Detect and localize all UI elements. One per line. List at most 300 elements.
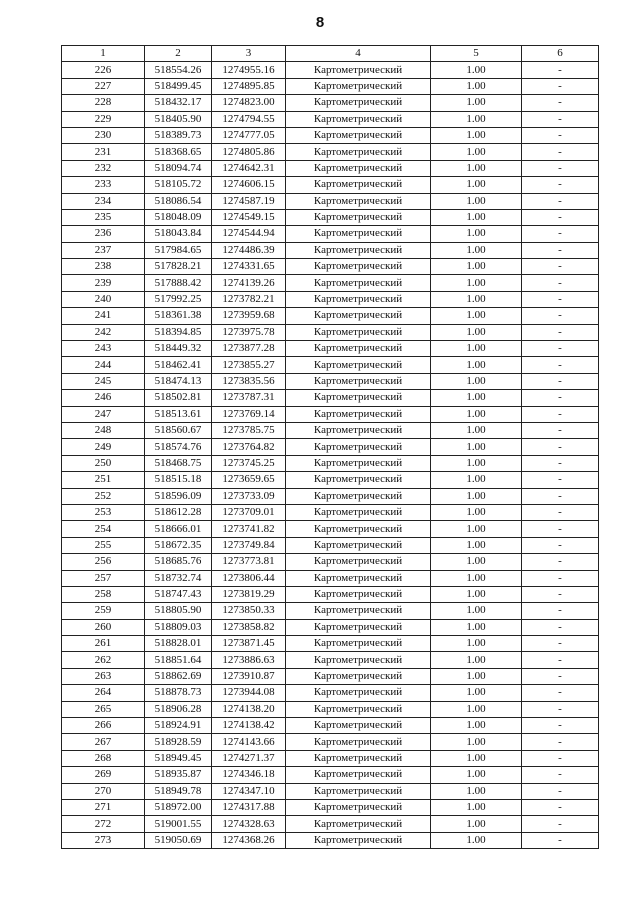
- method-cell: Картометрический: [286, 701, 431, 717]
- y-coordinate-cell: 1273806.44: [212, 570, 286, 586]
- table-row: [62, 750, 599, 766]
- x-coordinate-cell: 518972.00: [145, 799, 212, 815]
- table-row: [62, 767, 599, 783]
- note-cell: -: [522, 586, 599, 602]
- note-cell: -: [522, 603, 599, 619]
- point-number-cell: 242: [62, 324, 145, 340]
- point-number-cell: 238: [62, 259, 145, 275]
- method-cell: Картометрический: [286, 193, 431, 209]
- point-number-cell: 264: [62, 685, 145, 701]
- accuracy-cell: 1.00: [431, 767, 522, 783]
- table-row: [62, 586, 599, 602]
- method-cell: Картометрический: [286, 734, 431, 750]
- note-cell: -: [522, 504, 599, 520]
- note-cell: -: [522, 357, 599, 373]
- table-row: [62, 816, 599, 832]
- accuracy-cell: 1.00: [431, 373, 522, 389]
- accuracy-cell: 1.00: [431, 209, 522, 225]
- accuracy-cell: 1.00: [431, 259, 522, 275]
- y-coordinate-cell: 1273782.21: [212, 291, 286, 307]
- method-cell: Картометрический: [286, 209, 431, 225]
- point-number-cell: 228: [62, 95, 145, 111]
- accuracy-cell: 1.00: [431, 193, 522, 209]
- column-header: 2: [145, 46, 212, 62]
- accuracy-cell: 1.00: [431, 701, 522, 717]
- table-row: [62, 685, 599, 701]
- page-number: 8: [315, 14, 325, 31]
- point-number-cell: 260: [62, 619, 145, 635]
- method-cell: Картометрический: [286, 78, 431, 94]
- table-row: [62, 783, 599, 799]
- accuracy-cell: 1.00: [431, 226, 522, 242]
- accuracy-cell: 1.00: [431, 636, 522, 652]
- x-coordinate-cell: 518502.81: [145, 390, 212, 406]
- accuracy-cell: 1.00: [431, 652, 522, 668]
- accuracy-cell: 1.00: [431, 537, 522, 553]
- point-number-cell: 272: [62, 816, 145, 832]
- method-cell: Картометрический: [286, 422, 431, 438]
- x-coordinate-cell: 518672.35: [145, 537, 212, 553]
- point-number-cell: 244: [62, 357, 145, 373]
- method-cell: Картометрический: [286, 275, 431, 291]
- y-coordinate-cell: 1274139.26: [212, 275, 286, 291]
- note-cell: -: [522, 652, 599, 668]
- point-number-cell: 231: [62, 144, 145, 160]
- table-row: [62, 226, 599, 242]
- point-number-cell: 234: [62, 193, 145, 209]
- table-row: [62, 275, 599, 291]
- point-number-cell: 255: [62, 537, 145, 553]
- point-number-cell: 270: [62, 783, 145, 799]
- point-number-cell: 269: [62, 767, 145, 783]
- x-coordinate-cell: 518462.41: [145, 357, 212, 373]
- note-cell: -: [522, 62, 599, 78]
- note-cell: -: [522, 783, 599, 799]
- x-coordinate-cell: 518515.18: [145, 472, 212, 488]
- x-coordinate-cell: 518596.09: [145, 488, 212, 504]
- method-cell: Картометрический: [286, 570, 431, 586]
- method-cell: Картометрический: [286, 95, 431, 111]
- table-row: [62, 193, 599, 209]
- y-coordinate-cell: 1273886.63: [212, 652, 286, 668]
- table-row: [62, 390, 599, 406]
- point-number-cell: 229: [62, 111, 145, 127]
- method-cell: Картометрический: [286, 685, 431, 701]
- note-cell: -: [522, 406, 599, 422]
- y-coordinate-cell: 1273741.82: [212, 521, 286, 537]
- x-coordinate-cell: 518560.67: [145, 422, 212, 438]
- table-row: [62, 734, 599, 750]
- accuracy-cell: 1.00: [431, 685, 522, 701]
- accuracy-cell: 1.00: [431, 783, 522, 799]
- x-coordinate-cell: 519050.69: [145, 832, 212, 848]
- point-number-cell: 258: [62, 586, 145, 602]
- table-row: [62, 160, 599, 176]
- x-coordinate-cell: 518394.85: [145, 324, 212, 340]
- y-coordinate-cell: 1274823.00: [212, 95, 286, 111]
- point-number-cell: 256: [62, 554, 145, 570]
- table-row: [62, 472, 599, 488]
- method-cell: Картометрический: [286, 832, 431, 848]
- point-number-cell: 226: [62, 62, 145, 78]
- accuracy-cell: 1.00: [431, 308, 522, 324]
- note-cell: -: [522, 636, 599, 652]
- point-number-cell: 240: [62, 291, 145, 307]
- accuracy-cell: 1.00: [431, 472, 522, 488]
- x-coordinate-cell: 518574.76: [145, 439, 212, 455]
- x-coordinate-cell: 518405.90: [145, 111, 212, 127]
- method-cell: Картометрический: [286, 537, 431, 553]
- x-coordinate-cell: 518949.78: [145, 783, 212, 799]
- note-cell: -: [522, 422, 599, 438]
- note-cell: -: [522, 685, 599, 701]
- x-coordinate-cell: 518499.45: [145, 78, 212, 94]
- accuracy-cell: 1.00: [431, 324, 522, 340]
- y-coordinate-cell: 1273749.84: [212, 537, 286, 553]
- accuracy-cell: 1.00: [431, 521, 522, 537]
- x-coordinate-cell: 517992.25: [145, 291, 212, 307]
- accuracy-cell: 1.00: [431, 177, 522, 193]
- table-row: [62, 832, 599, 848]
- accuracy-cell: 1.00: [431, 406, 522, 422]
- x-coordinate-cell: 518554.26: [145, 62, 212, 78]
- method-cell: Картометрический: [286, 127, 431, 143]
- x-coordinate-cell: 518368.65: [145, 144, 212, 160]
- accuracy-cell: 1.00: [431, 832, 522, 848]
- y-coordinate-cell: 1274794.55: [212, 111, 286, 127]
- x-coordinate-cell: 518043.84: [145, 226, 212, 242]
- point-number-cell: 271: [62, 799, 145, 815]
- column-header: 1: [62, 46, 145, 62]
- y-coordinate-cell: 1273773.81: [212, 554, 286, 570]
- x-coordinate-cell: 518949.45: [145, 750, 212, 766]
- point-number-cell: 273: [62, 832, 145, 848]
- point-number-cell: 247: [62, 406, 145, 422]
- y-coordinate-cell: 1274271.37: [212, 750, 286, 766]
- method-cell: Картометрический: [286, 619, 431, 635]
- table-row: [62, 177, 599, 193]
- method-cell: Картометрический: [286, 111, 431, 127]
- table-row: [62, 619, 599, 635]
- note-cell: -: [522, 701, 599, 717]
- y-coordinate-cell: 1274331.65: [212, 259, 286, 275]
- point-number-cell: 259: [62, 603, 145, 619]
- x-coordinate-cell: 518747.43: [145, 586, 212, 602]
- x-coordinate-cell: 518928.59: [145, 734, 212, 750]
- method-cell: Картометрический: [286, 406, 431, 422]
- method-cell: Картометрический: [286, 652, 431, 668]
- table-row: [62, 406, 599, 422]
- method-cell: Картометрический: [286, 783, 431, 799]
- table-row: [62, 504, 599, 520]
- x-coordinate-cell: 518086.54: [145, 193, 212, 209]
- y-coordinate-cell: 1273659.65: [212, 472, 286, 488]
- y-coordinate-cell: 1274143.66: [212, 734, 286, 750]
- accuracy-cell: 1.00: [431, 439, 522, 455]
- accuracy-cell: 1.00: [431, 422, 522, 438]
- method-cell: Картометрический: [286, 226, 431, 242]
- table-row: [62, 636, 599, 652]
- table-row: [62, 62, 599, 78]
- x-coordinate-cell: 518732.74: [145, 570, 212, 586]
- y-coordinate-cell: 1273871.45: [212, 636, 286, 652]
- method-cell: Картометрический: [286, 668, 431, 684]
- y-coordinate-cell: 1273959.68: [212, 308, 286, 324]
- x-coordinate-cell: 518666.01: [145, 521, 212, 537]
- accuracy-cell: 1.00: [431, 341, 522, 357]
- x-coordinate-cell: 518094.74: [145, 160, 212, 176]
- table-header-row: [62, 46, 599, 62]
- method-cell: Картометрический: [286, 767, 431, 783]
- method-cell: Картометрический: [286, 718, 431, 734]
- method-cell: Картометрический: [286, 291, 431, 307]
- method-cell: Картометрический: [286, 488, 431, 504]
- x-coordinate-cell: 518809.03: [145, 619, 212, 635]
- table-row: [62, 341, 599, 357]
- x-coordinate-cell: 518105.72: [145, 177, 212, 193]
- note-cell: -: [522, 111, 599, 127]
- x-coordinate-cell: 518862.69: [145, 668, 212, 684]
- y-coordinate-cell: 1273745.25: [212, 455, 286, 471]
- point-number-cell: 250: [62, 455, 145, 471]
- y-coordinate-cell: 1274486.39: [212, 242, 286, 258]
- point-number-cell: 235: [62, 209, 145, 225]
- y-coordinate-cell: 1273858.82: [212, 619, 286, 635]
- table-row: [62, 668, 599, 684]
- note-cell: -: [522, 816, 599, 832]
- table-row: [62, 422, 599, 438]
- y-coordinate-cell: 1274955.16: [212, 62, 286, 78]
- x-coordinate-cell: 518449.32: [145, 341, 212, 357]
- method-cell: Картометрический: [286, 62, 431, 78]
- method-cell: Картометрический: [286, 455, 431, 471]
- note-cell: -: [522, 668, 599, 684]
- point-number-cell: 232: [62, 160, 145, 176]
- point-number-cell: 252: [62, 488, 145, 504]
- table-row: [62, 209, 599, 225]
- table-row: [62, 291, 599, 307]
- y-coordinate-cell: 1273819.29: [212, 586, 286, 602]
- note-cell: -: [522, 78, 599, 94]
- x-coordinate-cell: 518513.61: [145, 406, 212, 422]
- method-cell: Картометрический: [286, 357, 431, 373]
- note-cell: -: [522, 160, 599, 176]
- x-coordinate-cell: 518924.91: [145, 718, 212, 734]
- y-coordinate-cell: 1274138.20: [212, 701, 286, 717]
- note-cell: -: [522, 570, 599, 586]
- x-coordinate-cell: 518468.75: [145, 455, 212, 471]
- point-number-cell: 253: [62, 504, 145, 520]
- table-row: [62, 455, 599, 471]
- note-cell: -: [522, 226, 599, 242]
- method-cell: Картометрический: [286, 586, 431, 602]
- note-cell: -: [522, 619, 599, 635]
- method-cell: Картометрический: [286, 472, 431, 488]
- note-cell: -: [522, 521, 599, 537]
- y-coordinate-cell: 1274642.31: [212, 160, 286, 176]
- method-cell: Картометрический: [286, 521, 431, 537]
- accuracy-cell: 1.00: [431, 799, 522, 815]
- accuracy-cell: 1.00: [431, 668, 522, 684]
- accuracy-cell: 1.00: [431, 816, 522, 832]
- table-row: [62, 308, 599, 324]
- table-row: [62, 439, 599, 455]
- point-number-cell: 243: [62, 341, 145, 357]
- accuracy-cell: 1.00: [431, 291, 522, 307]
- table-row: [62, 718, 599, 734]
- point-number-cell: 249: [62, 439, 145, 455]
- table-row: [62, 95, 599, 111]
- x-coordinate-cell: 519001.55: [145, 816, 212, 832]
- x-coordinate-cell: 517828.21: [145, 259, 212, 275]
- table-row: [62, 701, 599, 717]
- note-cell: -: [522, 832, 599, 848]
- method-cell: Картометрический: [286, 504, 431, 520]
- method-cell: Картометрический: [286, 799, 431, 815]
- note-cell: -: [522, 537, 599, 553]
- y-coordinate-cell: 1274606.15: [212, 177, 286, 193]
- point-number-cell: 265: [62, 701, 145, 717]
- method-cell: Картометрический: [286, 816, 431, 832]
- x-coordinate-cell: 518432.17: [145, 95, 212, 111]
- y-coordinate-cell: 1274895.85: [212, 78, 286, 94]
- point-number-cell: 227: [62, 78, 145, 94]
- y-coordinate-cell: 1274368.26: [212, 832, 286, 848]
- table-row: [62, 111, 599, 127]
- y-coordinate-cell: 1274328.63: [212, 816, 286, 832]
- accuracy-cell: 1.00: [431, 62, 522, 78]
- x-coordinate-cell: 518474.13: [145, 373, 212, 389]
- accuracy-cell: 1.00: [431, 504, 522, 520]
- accuracy-cell: 1.00: [431, 144, 522, 160]
- note-cell: -: [522, 767, 599, 783]
- point-number-cell: 241: [62, 308, 145, 324]
- y-coordinate-cell: 1273787.31: [212, 390, 286, 406]
- table-row: [62, 570, 599, 586]
- method-cell: Картометрический: [286, 144, 431, 160]
- point-number-cell: 267: [62, 734, 145, 750]
- point-number-cell: 263: [62, 668, 145, 684]
- note-cell: -: [522, 95, 599, 111]
- note-cell: -: [522, 324, 599, 340]
- note-cell: -: [522, 734, 599, 750]
- y-coordinate-cell: 1273944.08: [212, 685, 286, 701]
- coordinates-table: [61, 45, 599, 849]
- accuracy-cell: 1.00: [431, 111, 522, 127]
- x-coordinate-cell: 518851.64: [145, 652, 212, 668]
- point-number-cell: 239: [62, 275, 145, 291]
- method-cell: Картометрический: [286, 341, 431, 357]
- point-number-cell: 237: [62, 242, 145, 258]
- y-coordinate-cell: 1273877.28: [212, 341, 286, 357]
- accuracy-cell: 1.00: [431, 357, 522, 373]
- point-number-cell: 262: [62, 652, 145, 668]
- accuracy-cell: 1.00: [431, 242, 522, 258]
- y-coordinate-cell: 1273855.27: [212, 357, 286, 373]
- y-coordinate-cell: 1274777.05: [212, 127, 286, 143]
- y-coordinate-cell: 1273733.09: [212, 488, 286, 504]
- point-number-cell: 248: [62, 422, 145, 438]
- column-header: 3: [212, 46, 286, 62]
- point-number-cell: 230: [62, 127, 145, 143]
- y-coordinate-cell: 1274549.15: [212, 209, 286, 225]
- table-row: [62, 373, 599, 389]
- note-cell: -: [522, 193, 599, 209]
- point-number-cell: 251: [62, 472, 145, 488]
- point-number-cell: 254: [62, 521, 145, 537]
- point-number-cell: 245: [62, 373, 145, 389]
- y-coordinate-cell: 1274587.19: [212, 193, 286, 209]
- y-coordinate-cell: 1273975.78: [212, 324, 286, 340]
- note-cell: -: [522, 341, 599, 357]
- accuracy-cell: 1.00: [431, 586, 522, 602]
- note-cell: -: [522, 455, 599, 471]
- y-coordinate-cell: 1274138.42: [212, 718, 286, 734]
- note-cell: -: [522, 373, 599, 389]
- accuracy-cell: 1.00: [431, 554, 522, 570]
- accuracy-cell: 1.00: [431, 78, 522, 94]
- point-number-cell: 268: [62, 750, 145, 766]
- table-body: [62, 62, 599, 849]
- table-row: [62, 259, 599, 275]
- point-number-cell: 257: [62, 570, 145, 586]
- point-number-cell: 261: [62, 636, 145, 652]
- x-coordinate-cell: 518612.28: [145, 504, 212, 520]
- method-cell: Картометрический: [286, 390, 431, 406]
- accuracy-cell: 1.00: [431, 160, 522, 176]
- note-cell: -: [522, 554, 599, 570]
- method-cell: Картометрический: [286, 242, 431, 258]
- note-cell: -: [522, 488, 599, 504]
- y-coordinate-cell: 1274347.10: [212, 783, 286, 799]
- y-coordinate-cell: 1274805.86: [212, 144, 286, 160]
- x-coordinate-cell: 518828.01: [145, 636, 212, 652]
- point-number-cell: 266: [62, 718, 145, 734]
- table-row: [62, 554, 599, 570]
- y-coordinate-cell: 1273764.82: [212, 439, 286, 455]
- accuracy-cell: 1.00: [431, 455, 522, 471]
- column-header: 6: [522, 46, 599, 62]
- table-row: [62, 242, 599, 258]
- note-cell: -: [522, 275, 599, 291]
- y-coordinate-cell: 1274544.94: [212, 226, 286, 242]
- x-coordinate-cell: 517984.65: [145, 242, 212, 258]
- accuracy-cell: 1.00: [431, 275, 522, 291]
- y-coordinate-cell: 1273709.01: [212, 504, 286, 520]
- table-row: [62, 652, 599, 668]
- accuracy-cell: 1.00: [431, 488, 522, 504]
- note-cell: -: [522, 259, 599, 275]
- column-header: 4: [286, 46, 431, 62]
- x-coordinate-cell: 518685.76: [145, 554, 212, 570]
- method-cell: Картометрический: [286, 308, 431, 324]
- note-cell: -: [522, 127, 599, 143]
- y-coordinate-cell: 1273850.33: [212, 603, 286, 619]
- x-coordinate-cell: 518805.90: [145, 603, 212, 619]
- method-cell: Картометрический: [286, 373, 431, 389]
- y-coordinate-cell: 1273910.87: [212, 668, 286, 684]
- note-cell: -: [522, 390, 599, 406]
- table-row: [62, 799, 599, 815]
- method-cell: Картометрический: [286, 324, 431, 340]
- method-cell: Картометрический: [286, 177, 431, 193]
- table-row: [62, 324, 599, 340]
- table-row: [62, 488, 599, 504]
- method-cell: Картометрический: [286, 160, 431, 176]
- method-cell: Картометрический: [286, 750, 431, 766]
- table-row: [62, 127, 599, 143]
- x-coordinate-cell: 517888.42: [145, 275, 212, 291]
